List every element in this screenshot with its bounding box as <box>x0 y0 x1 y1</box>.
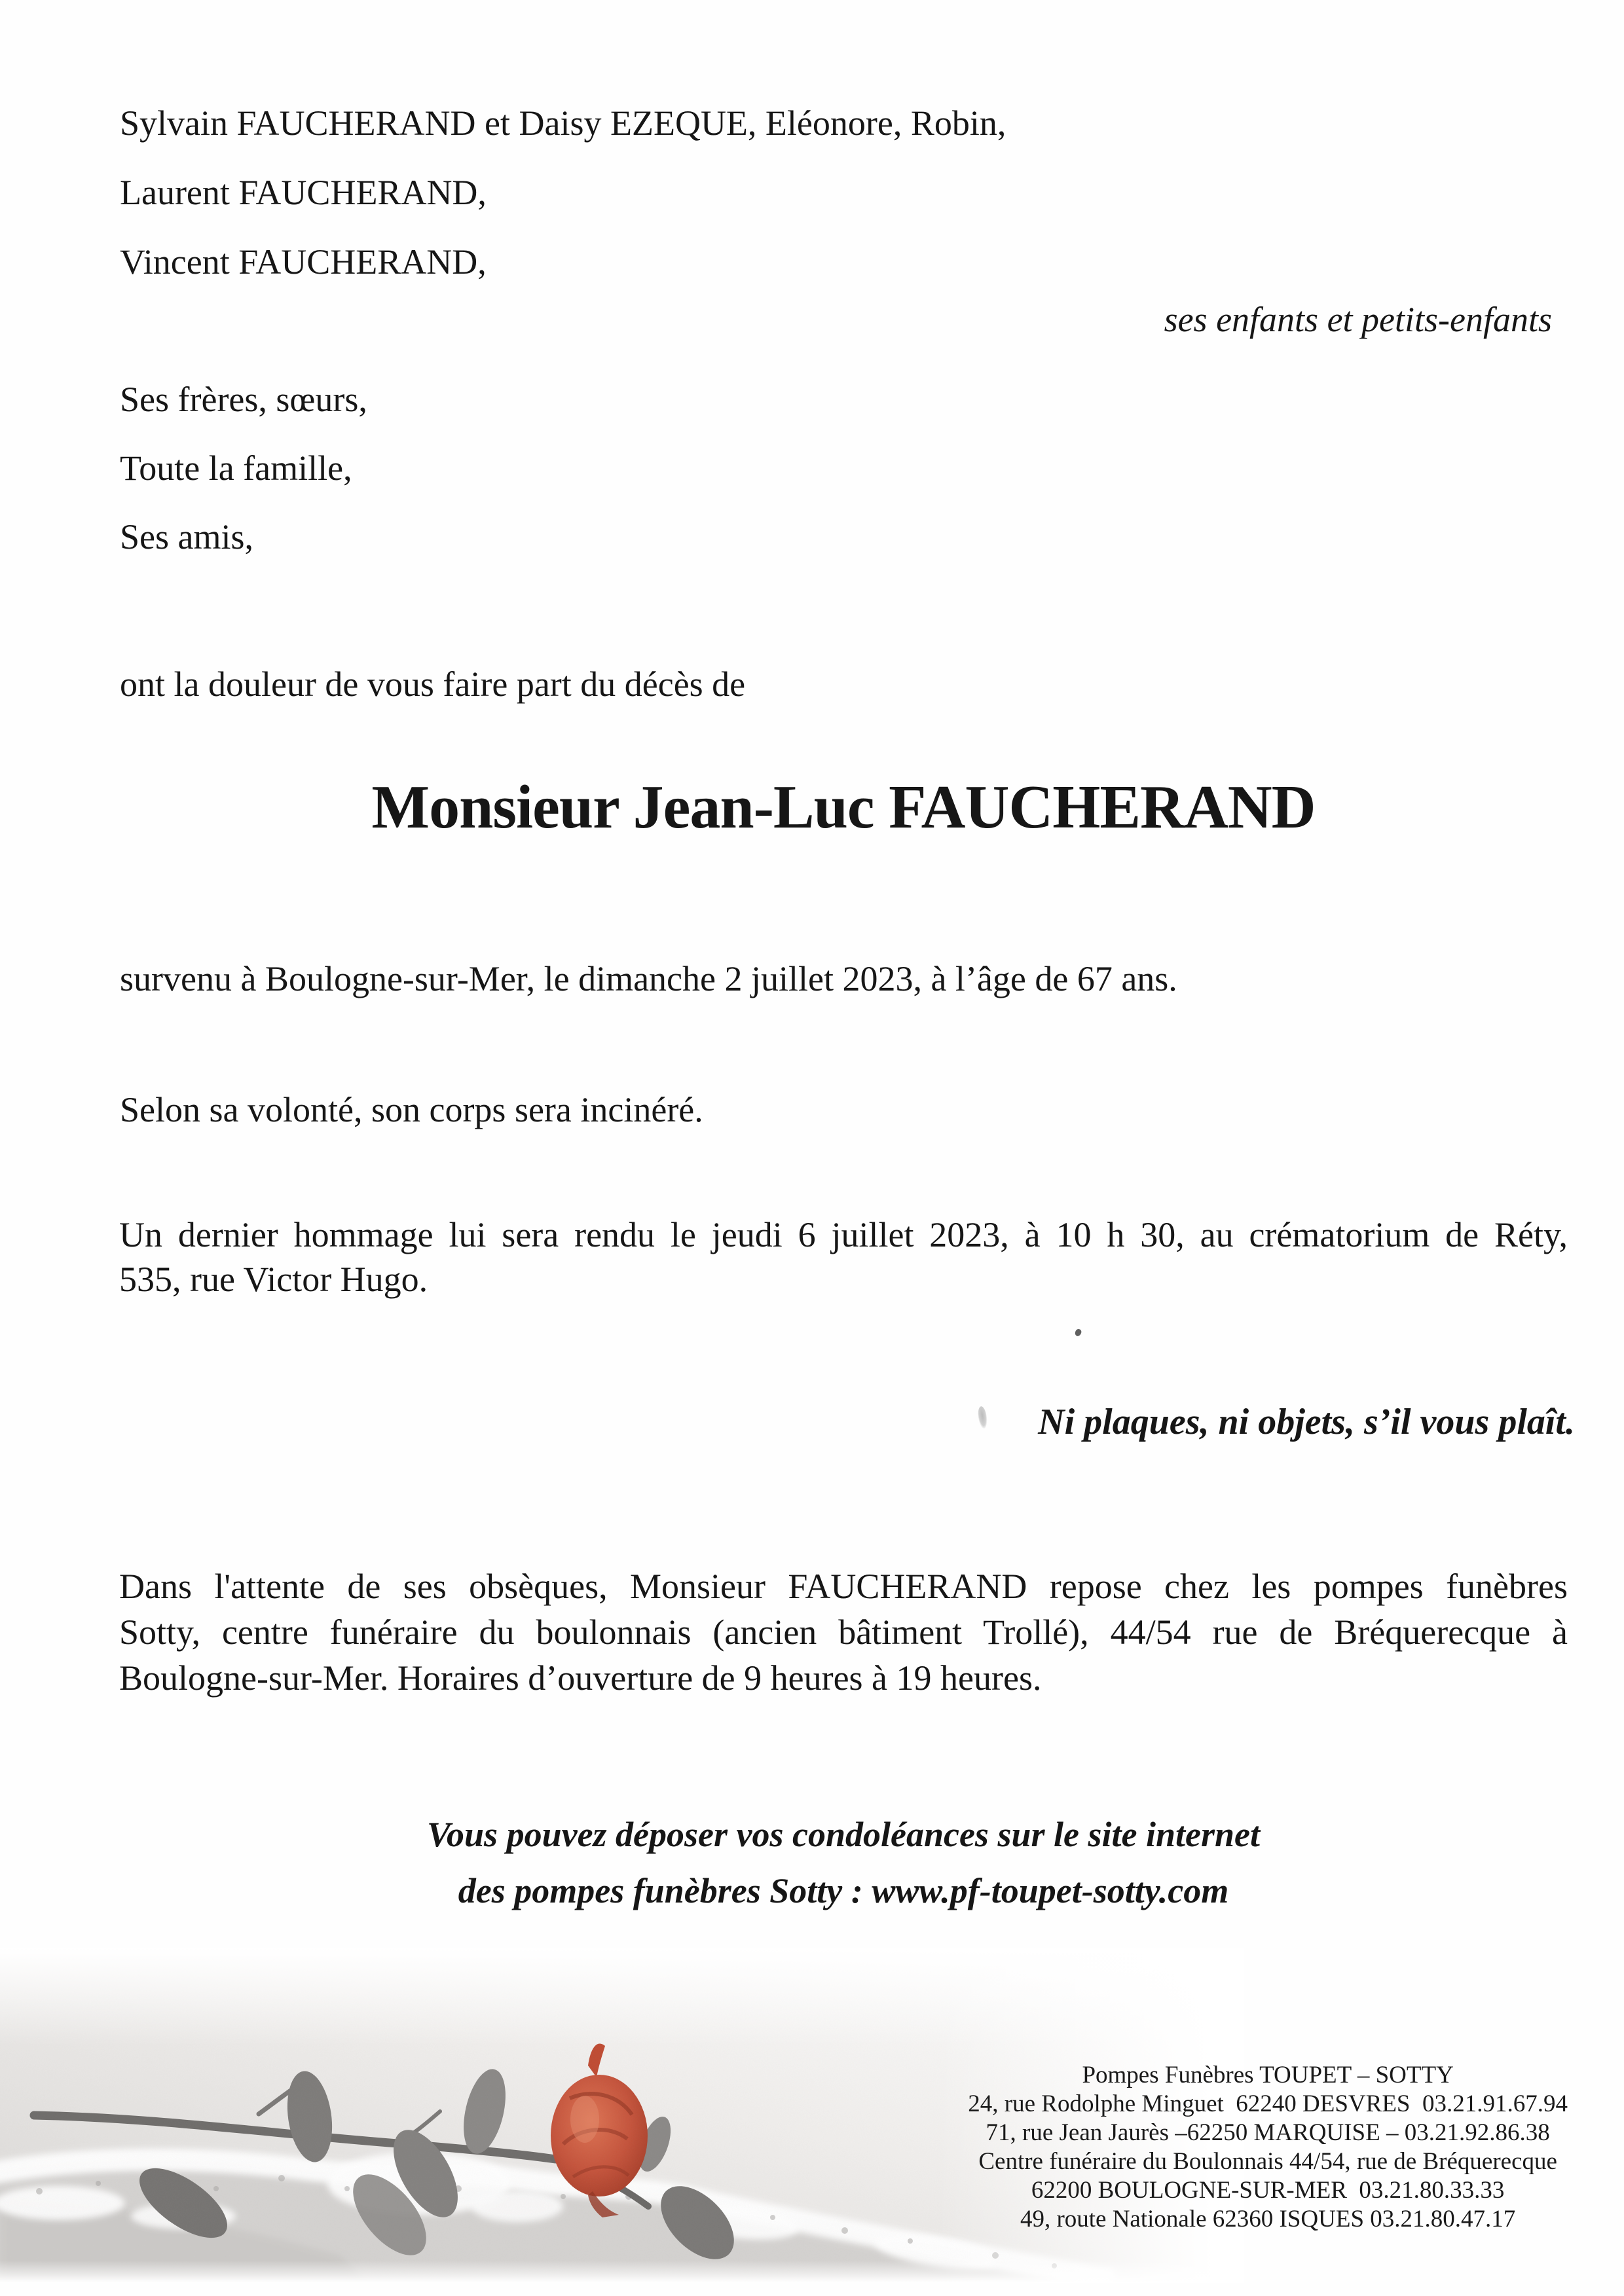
funeral-home-address-line: 62200 BOULOGNE-SUR-MER 03.21.80.33.33 <box>1031 2177 1505 2204</box>
children-line: Vincent FAUCHERAND, <box>120 242 487 282</box>
children-line: Laurent FAUCHERAND, <box>120 173 487 212</box>
request-line: Ni plaques, ni objets, s’il vous plaît. <box>1038 1402 1575 1442</box>
relation-line: ses enfants et petits-enfants <box>1164 300 1552 339</box>
intro-line: ont la douleur de vous faire part du décès de <box>120 665 746 704</box>
funeral-home-block <box>968 2061 1568 2234</box>
condolences-block <box>119 1806 1568 1919</box>
repose-line: Sotty, centre funéraire du boulonnais (ancien bâtiment Trollé), 44/54 rue de Bréquerecque à <box>119 1613 1568 1652</box>
scan-speck <box>1074 1328 1082 1337</box>
tribute-paragraph <box>119 1212 1568 1302</box>
funeral-home-address-line: Centre funéraire du Boulonnais 44/54, rue de Bréquerecque <box>978 2148 1557 2175</box>
funeral-home-address-line: 24, rue Rodolphe Minguet 62240 DESVRES 03.21.91.67.94 <box>968 2090 1568 2117</box>
death-line: survenu à Boulogne-sur-Mer, le dimanche 2 juillet 2023, à l’âge de 67 ans. <box>120 959 1177 998</box>
children-line: Sylvain FAUCHERAND et Daisy EZEQUE, Eléonore, Robin, <box>120 103 1006 143</box>
tribute-line: Un dernier hommage lui sera rendu le jeudi 6 juillet 2023, à 10 h 30, au crématorium de Réty, <box>119 1215 1568 1254</box>
family-line: Ses frères, sœurs, <box>120 380 367 419</box>
funeral-home-address-line: 71, rue Jean Jaurès –62250 MARQUISE – 03.21.92.86.38 <box>986 2119 1550 2146</box>
family-line: Ses amis, <box>120 517 254 556</box>
condolence-line: Vous pouvez déposer vos condoléances sur le site internet <box>426 1815 1260 1854</box>
repose-paragraph <box>119 1563 1568 1701</box>
funeral-home-address-line: 49, route Nationale 62360 ISQUES 03.21.80.47.17 <box>1020 2206 1516 2232</box>
tribute-line: 535, rue Victor Hugo. <box>119 1260 428 1299</box>
repose-line: Dans l'attente de ses obsèques, Monsieur FAUCHERAND repose chez les pompes funèbres <box>119 1567 1568 1606</box>
wish-line: Selon sa volonté, son corps sera incinéré. <box>120 1090 703 1129</box>
repose-line: Boulogne-sur-Mer. Horaires d’ouverture de 9 heures à 19 heures. <box>119 1658 1042 1698</box>
scan-speck <box>977 1406 989 1429</box>
funeral-home-name: Pompes Funèbres TOUPET – SOTTY <box>1082 2062 1454 2088</box>
deceased-name-title: Monsieur Jean-Luc FAUCHERAND <box>371 773 1316 841</box>
family-line: Toute la famille, <box>120 448 352 488</box>
condolence-line: des pompes funèbres Sotty : www.pf-toupet-sotty.com <box>458 1871 1229 1910</box>
